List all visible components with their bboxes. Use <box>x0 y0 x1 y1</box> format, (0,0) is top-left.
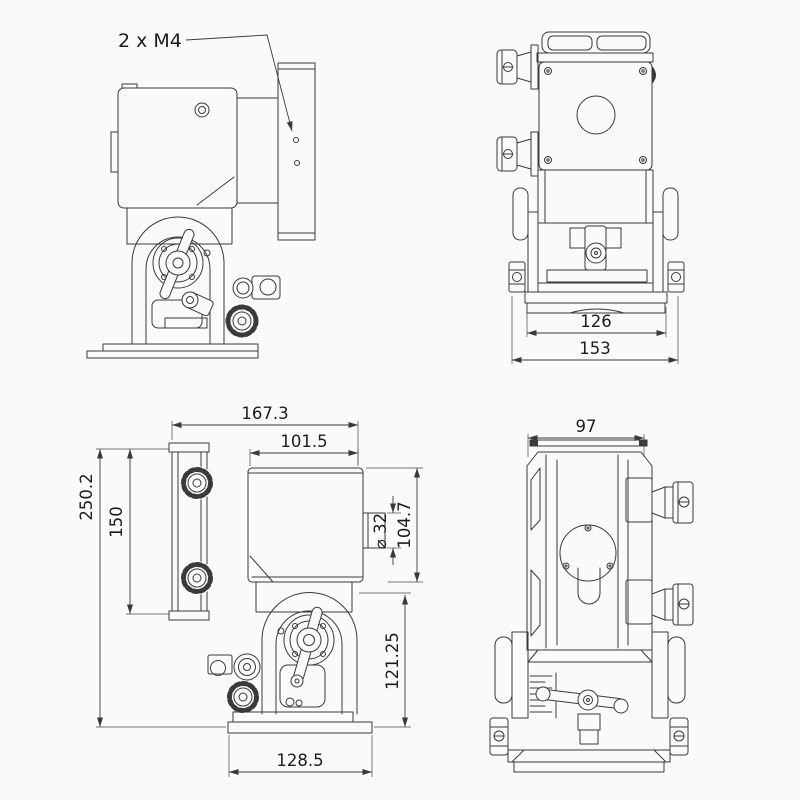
worm-shaft <box>182 291 214 316</box>
dim-saddle-length <box>107 449 169 614</box>
base-plate <box>508 750 670 772</box>
dim-text: 101.5 <box>280 432 328 451</box>
saddle-plate-edge <box>278 63 315 240</box>
altitude-assembly <box>87 208 280 358</box>
view-rear <box>490 440 693 772</box>
dim-text: 104.7 <box>395 501 414 549</box>
motor-body <box>248 468 385 582</box>
face-plate <box>539 62 656 170</box>
thread-callout-text: 2 x M4 <box>118 30 182 52</box>
keyhole-adapter <box>560 525 616 604</box>
dim-text: 150 <box>107 506 126 538</box>
dim-rear-width <box>528 417 644 457</box>
dim-front-inner-width <box>527 307 666 337</box>
corner-knobs <box>490 718 688 755</box>
clamp-knob-lower <box>497 132 538 176</box>
base-plate <box>525 292 667 313</box>
dim-text: 167.3 <box>241 404 289 423</box>
dim-text: 250.2 <box>77 473 96 521</box>
dim-side-body-width <box>250 432 358 466</box>
dim-text: 128.5 <box>276 751 324 770</box>
dim-text: 126 <box>580 312 612 331</box>
base-plate <box>87 344 258 358</box>
clamp-lever <box>159 228 196 300</box>
altitude-assembly <box>208 582 372 733</box>
saddle-rear <box>527 440 693 650</box>
view-front <box>497 32 684 313</box>
ra-housing <box>538 170 653 223</box>
corner-knobs <box>509 262 684 292</box>
saddle-clamp-knob-lower <box>626 580 693 625</box>
altitude-base <box>490 632 688 772</box>
saddle-top-handle <box>537 32 653 62</box>
dim-text: 97 <box>575 417 597 436</box>
saddle-plate <box>169 443 214 620</box>
dim-side-overall-width <box>172 404 358 464</box>
azimuth-knob-assembly <box>225 276 280 338</box>
base-plate <box>228 712 372 733</box>
dim-text: 121.25 <box>383 632 402 690</box>
dim-text: ⌀ 32 <box>371 512 390 550</box>
clamp-knob-upper <box>497 45 538 89</box>
dim-text: 153 <box>579 339 611 358</box>
dim-lower-assembly-height <box>359 593 411 727</box>
annotations <box>77 30 678 777</box>
t-handle <box>536 687 628 713</box>
motor-body <box>111 84 278 208</box>
dim-base-width <box>229 735 372 777</box>
view-side-left <box>87 63 315 358</box>
saddle-clamp-knob-upper <box>626 478 693 523</box>
azimuth-knob-assembly <box>208 654 260 714</box>
view-side-right <box>169 443 385 733</box>
